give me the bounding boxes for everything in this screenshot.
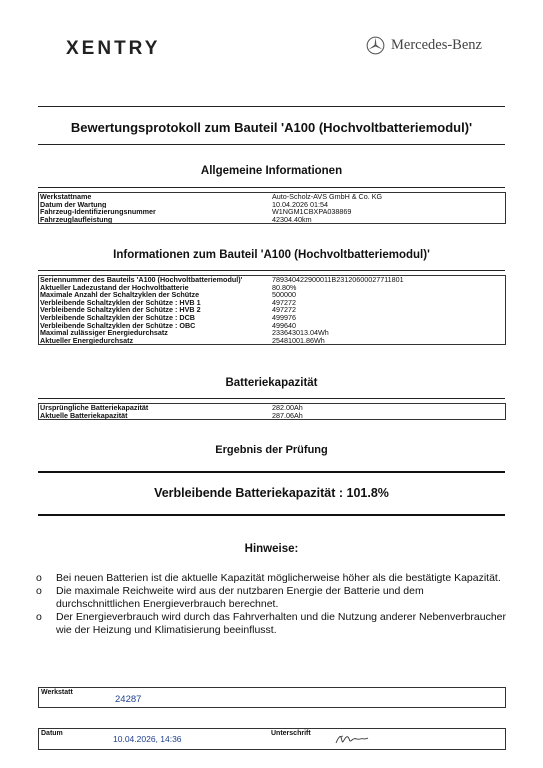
note-item bbox=[36, 585, 506, 611]
table-row bbox=[39, 412, 505, 420]
row-value: 499640 bbox=[272, 321, 296, 330]
row-label: Fahrzeug-Identifizierungsnummer bbox=[40, 208, 156, 216]
row-label: Maximal zulässiger Energiedurchsatz bbox=[40, 329, 168, 337]
row-label: Aktueller Energiedurchsatz bbox=[40, 336, 134, 345]
date-label: Datum bbox=[41, 730, 63, 737]
workshop-box bbox=[38, 687, 506, 708]
remaining-capacity-result: Verbleibende Batteriekapazität : 101.8% bbox=[154, 486, 389, 500]
row-label: Fahrzeuglaufleistung bbox=[40, 215, 113, 224]
table-row bbox=[39, 314, 505, 322]
table-row bbox=[39, 299, 505, 307]
row-value: Auto-Scholz-AVS GmbH & Co. KG bbox=[272, 193, 383, 201]
date-value: 10.04.2026, 14:36 bbox=[113, 734, 182, 744]
table-row bbox=[39, 208, 505, 216]
row-value: 789340422900011B23120600027711801 bbox=[272, 276, 404, 284]
row-value: 499976 bbox=[272, 313, 296, 322]
component-info-divider bbox=[38, 270, 505, 271]
note-text: Die maximale Reichweite wird aus der nutzbaren Energie der Batterie und dem durchschnittlichen Energieverbrauch berechnet. bbox=[56, 585, 424, 610]
bullet-marker: o bbox=[36, 585, 42, 597]
note-item bbox=[36, 611, 506, 637]
row-value: 233643013.04Wh bbox=[272, 329, 329, 337]
general-info-heading: Allgemeine Informationen bbox=[200, 165, 343, 177]
row-label: Verbleibende Schaltzyklen der Schütze : DCB bbox=[40, 313, 195, 322]
xentry-logo: XENTRY bbox=[66, 38, 161, 59]
table-row bbox=[39, 329, 505, 337]
header-divider bbox=[38, 106, 505, 107]
row-value: 10.04.2026 01:54 bbox=[272, 200, 328, 209]
capacity-divider bbox=[38, 398, 505, 399]
workshop-value: 24287 bbox=[115, 694, 142, 705]
note-item bbox=[36, 572, 506, 585]
row-label: Verbleibende Schaltzyklen der Schütze : OBC bbox=[40, 321, 196, 330]
table-row bbox=[39, 276, 505, 284]
notes-list bbox=[36, 572, 506, 637]
row-value: 500000 bbox=[272, 291, 296, 299]
row-value: 25481001.86Wh bbox=[272, 336, 325, 345]
table-row bbox=[39, 284, 505, 292]
result-top-rule bbox=[38, 471, 505, 473]
row-label: Maximale Anzahl der Schaltzyklen der Schütze bbox=[40, 291, 200, 299]
table-row bbox=[39, 216, 505, 224]
mercedes-benz-brand bbox=[366, 36, 482, 55]
table-row bbox=[39, 193, 505, 201]
capacity-heading: Batteriekapazität bbox=[225, 377, 318, 389]
row-value: 497272 bbox=[272, 306, 296, 314]
result-heading: Ergebnis der Prüfung bbox=[215, 444, 328, 456]
notes-heading: Hinweise: bbox=[244, 543, 299, 555]
signature-label: Unterschrift bbox=[271, 730, 311, 737]
row-value: 287.06Ah bbox=[272, 411, 303, 420]
table-row bbox=[39, 201, 505, 209]
signature-scribble-icon bbox=[333, 731, 373, 747]
result-bottom-rule bbox=[38, 514, 505, 516]
bullet-marker: o bbox=[36, 611, 42, 623]
note-text: Bei neuen Batterien ist die aktuelle Kapazität möglicherweise höher als die bestätigte Kapazität. bbox=[56, 572, 501, 584]
general-info-divider bbox=[38, 187, 505, 188]
row-value: 497272 bbox=[272, 298, 296, 307]
row-label: Datum der Wartung bbox=[40, 200, 107, 209]
general-info-table bbox=[38, 192, 506, 224]
brand-name: Mercedes-Benz bbox=[391, 37, 482, 53]
date-signature-box bbox=[38, 728, 506, 750]
bullet-marker: o bbox=[36, 572, 42, 584]
row-label: Aktueller Ladezustand der Hochvoltbatterie bbox=[40, 283, 189, 292]
row-label: Ursprüngliche Batteriekapazität bbox=[40, 404, 149, 412]
title-divider bbox=[38, 144, 505, 145]
table-row bbox=[39, 306, 505, 314]
mercedes-star-icon bbox=[366, 36, 385, 55]
row-value: W1NGM1CBXPA038869 bbox=[272, 208, 352, 216]
component-info-table bbox=[38, 275, 506, 345]
note-text: Der Energieverbrauch wird durch das Fahrverhalten und die Nutzung anderer Nebenverbraucher wie der Heizung und Klimatisierung beeinflusst. bbox=[56, 611, 507, 636]
workshop-label: Werkstatt bbox=[41, 689, 73, 696]
document-title: Bewertungsprotokoll zum Bauteil 'A100 (Hochvoltbatteriemodul)' bbox=[70, 120, 473, 135]
table-row bbox=[39, 337, 505, 345]
table-row bbox=[39, 322, 505, 330]
row-label: Aktuelle Batteriekapazität bbox=[40, 411, 128, 420]
table-row bbox=[39, 404, 505, 412]
row-label: Verbleibende Schaltzyklen der Schütze : HVB 2 bbox=[40, 306, 201, 314]
capacity-table bbox=[38, 403, 506, 420]
row-value: 42304.40km bbox=[272, 215, 312, 224]
row-label: Werkstattname bbox=[40, 193, 92, 201]
component-info-heading: Informationen zum Bauteil 'A100 (Hochvoltbatteriemodul)' bbox=[113, 249, 430, 261]
row-label: Verbleibende Schaltzyklen der Schütze : HVB 1 bbox=[40, 298, 201, 307]
row-value: 80.80% bbox=[272, 283, 297, 292]
row-label: Seriennummer des Bauteils 'A100 (Hochvoltbatteriemodul)' bbox=[40, 276, 243, 284]
row-value: 282.00Ah bbox=[272, 404, 303, 412]
table-row bbox=[39, 291, 505, 299]
